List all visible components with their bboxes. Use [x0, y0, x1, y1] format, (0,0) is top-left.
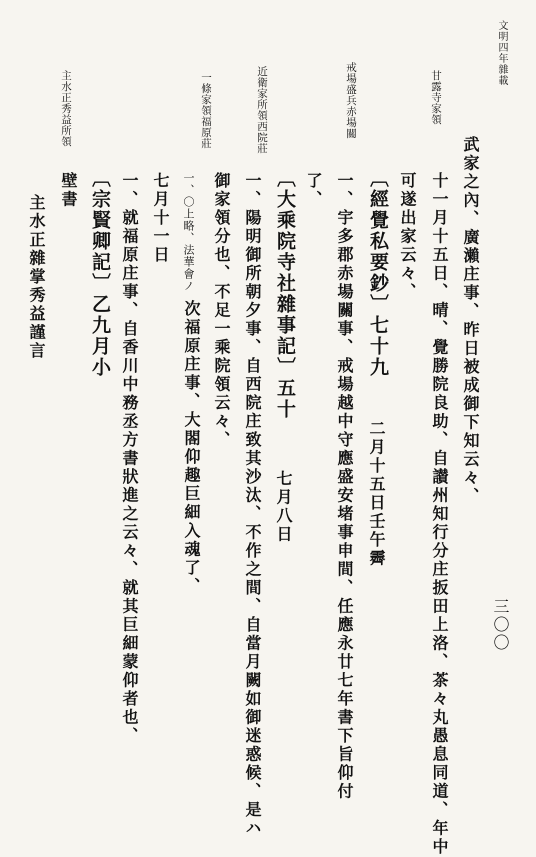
inline-date-1: 二月十五日壬午霽 [367, 420, 386, 568]
margin-note-5: 主水正秀益所領 [60, 70, 73, 147]
inline-phrase: 次福原庄事、大閤仰趣巨細入魂了、 [182, 300, 201, 596]
margin-note-4: 一條家領福原莊 [200, 72, 213, 149]
body-column-1: 武家之內、廣瀨庄事、昨日被成御下知云々、 [461, 136, 480, 506]
source-title-2: 〔大乘院寺社雜事記〕五十 [274, 168, 296, 420]
body-column-11: 主水正雜掌秀益謹言 [27, 194, 46, 361]
body-column-6: 一、陽明御所朝夕事、自西院庄致其沙汰、不作之間、自當月闕如御迷惑候、是ハ [243, 172, 262, 838]
source-title-1: 〔經覺私要鈔〕七十九 [367, 168, 389, 378]
source-title-3: 〔宗賢卿記〕乙九月小 [89, 168, 111, 378]
running-title: 文明四年雜載 [496, 20, 507, 86]
margin-note-1: 甘露寺家領 [430, 70, 443, 125]
body-column-9: 一、就福原庄事、自香川中務丞方書狀進之云々、就其巨細蒙仰者也、 [120, 172, 139, 746]
margin-note-3: 近衛家所領西院莊 [256, 66, 269, 154]
margin-note-2: 戒場盛兵赤場關 [345, 62, 358, 139]
body-column-4: 一、宇多郡赤場關事、戒場越中守應盛安堵事申間、任應永廿七年書下旨仰付 [335, 172, 354, 801]
date-column: 七月十一日 [151, 172, 170, 265]
body-column-3: 可遂出家云々、 [398, 172, 417, 302]
page-number: 三〇〇 [491, 598, 510, 652]
body-column-7: 御家領分也、不足一乘院領云々、 [212, 172, 231, 450]
body-column-8: 一、〇上略、法華會ノ [182, 172, 195, 292]
body-column-5: 了、 [304, 172, 323, 209]
body-column-2: 十一月十五日、晴、覺勝院良助、自讃州知行分庄扳田上洛、茶々丸愚息同道、年中 [430, 172, 449, 857]
body-column-10: 壁書 [59, 172, 78, 209]
inline-date-2: 七月八日 [274, 470, 293, 544]
